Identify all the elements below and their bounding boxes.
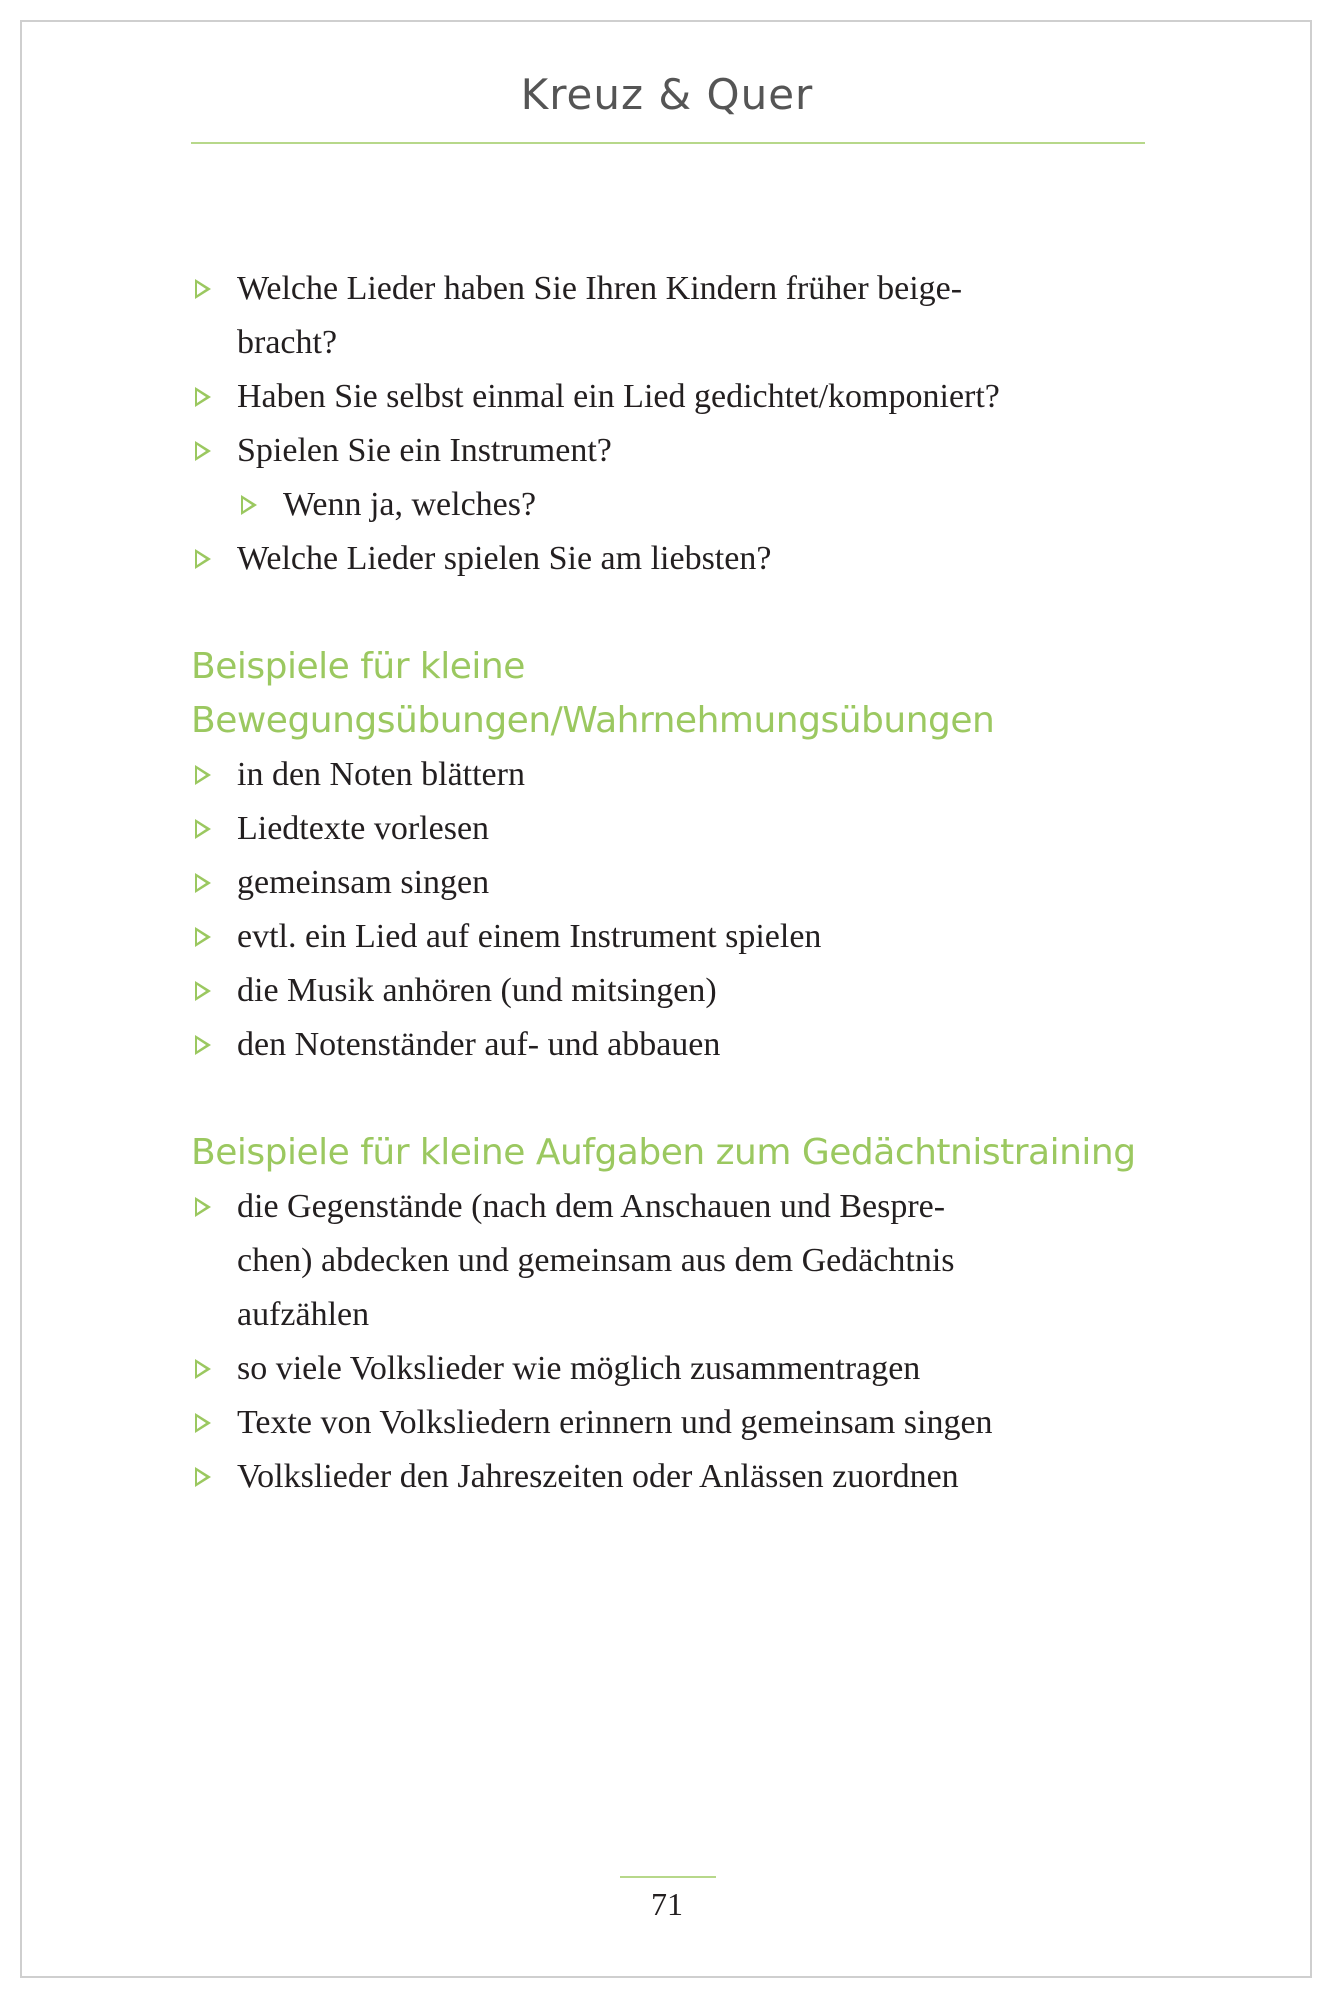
- list-item: [191, 802, 1151, 856]
- triangle-bullet-icon: [195, 279, 211, 299]
- list-item: [191, 1018, 1151, 1072]
- list-item-text: Haben Sie selbst einmal ein Lied gedichtet/komponiert?: [237, 378, 1000, 415]
- section-heading-movement: Beispiele für kleine Bewegungsübungen/Wahrnehmungsübungen: [191, 646, 995, 741]
- list-item: [191, 1180, 1151, 1342]
- list-item: [191, 262, 1151, 370]
- running-header-title: Kreuz & Quer: [520, 70, 814, 119]
- list-item-text-continued: aufzählen: [237, 1296, 370, 1333]
- triangle-bullet-icon: [195, 1467, 211, 1487]
- list-item-text: Texte von Volksliedern erinnern und gemeinsam singen: [237, 1404, 993, 1441]
- list-item-text: Wenn ja, welches?: [283, 486, 537, 523]
- list-item: [191, 964, 1151, 1018]
- list-item: [191, 748, 1151, 802]
- triangle-bullet-icon: [195, 819, 211, 839]
- intro-question-list: [191, 262, 1151, 586]
- list-item: [191, 370, 1151, 424]
- triangle-bullet-icon: [195, 387, 211, 407]
- list-item-text: Welche Lieder haben Sie Ihren Kindern früher beige-: [237, 270, 963, 307]
- list-item-text: in den Noten blättern: [237, 756, 525, 793]
- header-divider: [191, 142, 1145, 144]
- list-item-text: Welche Lieder spielen Sie am liebsten?: [237, 540, 772, 577]
- list-item-text: Volkslieder den Jahreszeiten oder Anlässen zuordnen: [237, 1458, 959, 1495]
- list-item-text: Spielen Sie ein Instrument?: [237, 432, 612, 469]
- list-item-text: die Musik anhören (und mitsingen): [237, 972, 717, 1009]
- triangle-bullet-icon: [195, 549, 211, 569]
- triangle-bullet-icon: [195, 1197, 211, 1217]
- triangle-bullet-icon: [195, 1413, 211, 1433]
- section-spacer: [191, 1072, 1151, 1126]
- list-item: [191, 910, 1151, 964]
- footer-divider: [620, 1876, 716, 1878]
- list-item-text: Liedtexte vorlesen: [237, 810, 490, 847]
- triangle-bullet-icon: [195, 1035, 211, 1055]
- list-item-text-continued: bracht?: [237, 324, 338, 361]
- list-item-text: so viele Volkslieder wie möglich zusammentragen: [237, 1350, 921, 1387]
- triangle-bullet-icon: [241, 495, 257, 515]
- movement-exercise-list: [191, 748, 1151, 1072]
- triangle-bullet-icon: [195, 1359, 211, 1379]
- triangle-bullet-icon: [195, 873, 211, 893]
- memory-exercise-list: [191, 1180, 1151, 1504]
- sub-list-item: [191, 478, 1151, 532]
- list-item: [191, 1342, 1151, 1396]
- section-heading-memory: Beispiele für kleine Aufgaben zum Gedächtnistraining: [191, 1132, 1136, 1173]
- list-item-text: gemeinsam singen: [237, 864, 490, 901]
- list-item: [191, 1450, 1151, 1504]
- triangle-bullet-icon: [195, 765, 211, 785]
- section-spacer: [191, 586, 1151, 640]
- list-item: [191, 532, 1151, 586]
- page-number: 71: [651, 1886, 683, 1922]
- list-item: [191, 424, 1151, 478]
- triangle-bullet-icon: [195, 981, 211, 1001]
- list-item-text-continued: chen) abdecken und gemeinsam aus dem Gedächtnis: [237, 1242, 955, 1279]
- triangle-bullet-icon: [195, 441, 211, 461]
- list-item-text: evtl. ein Lied auf einem Instrument spielen: [237, 918, 822, 955]
- page-content: [191, 262, 1151, 1504]
- triangle-bullet-icon: [195, 927, 211, 947]
- list-item-text: den Notenständer auf- und abbauen: [237, 1026, 721, 1063]
- list-item: [191, 856, 1151, 910]
- list-item-text: die Gegenstände (nach dem Anschauen und Bespre-: [237, 1188, 946, 1225]
- list-item: [191, 1396, 1151, 1450]
